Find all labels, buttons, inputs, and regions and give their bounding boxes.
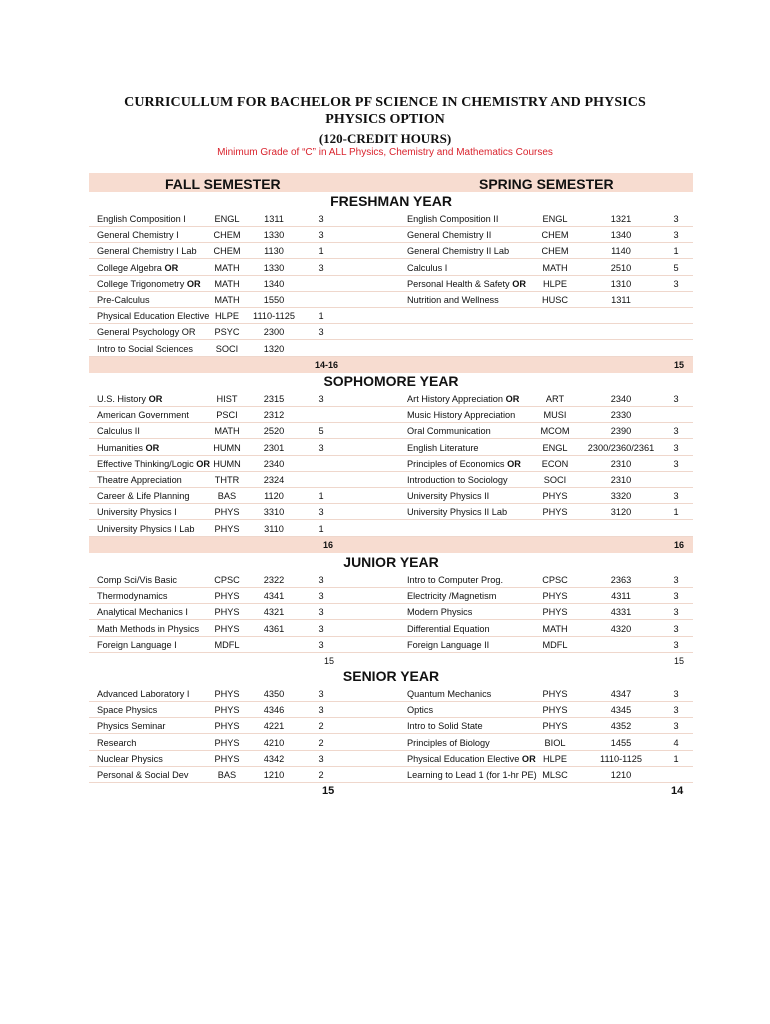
fall-course-name: Calculus II — [97, 426, 140, 437]
spring-course-dept: PHYS — [542, 607, 568, 618]
fall-credit-total-junior: 15 — [324, 656, 335, 666]
course-row — [89, 292, 693, 308]
fall-course-dept: MATH — [214, 295, 240, 305]
fall-course-name: University Physics I Lab — [97, 523, 195, 534]
fall-course-credits: 3 — [318, 623, 324, 634]
fall-course-dept: BAS — [217, 770, 237, 780]
fall-course-dept: PSCI — [216, 410, 238, 421]
spring-course-dept: SOCI — [543, 475, 567, 485]
spring-course-number: 2310 — [610, 475, 632, 485]
spring-course-credits: 1 — [673, 507, 679, 518]
fall-course-credits: 3 — [318, 753, 324, 764]
fall-course-credits: 3 — [318, 394, 324, 404]
course-row — [89, 686, 693, 702]
spring-course-number: 2390 — [610, 426, 632, 437]
fall-course-name: Analytical Mechanics I — [97, 607, 188, 618]
fall-course-name: Comp Sci/Vis Basic — [97, 575, 177, 585]
fall-course-number: 1110-1125 — [253, 311, 295, 322]
course-row — [89, 702, 693, 718]
totals-band-sophomore — [89, 537, 693, 553]
fall-course-name: General Psychology OR — [97, 327, 196, 338]
fall-course-dept: HLPE — [214, 311, 239, 322]
spring-course-dept: MDFL — [542, 639, 568, 650]
spring-course-number: 1311 — [611, 295, 631, 305]
or-marker: OR — [164, 262, 179, 273]
course-row — [89, 243, 693, 259]
fall-course-name: College Algebra OR — [97, 262, 179, 273]
fall-course-number: 2315 — [263, 394, 285, 404]
fall-course-number: 1311 — [264, 214, 284, 224]
spring-course-number: 1455 — [610, 737, 632, 748]
spring-course-dept: PHYS — [542, 507, 568, 518]
fall-course-dept: ENGL — [214, 214, 240, 224]
course-row — [89, 572, 693, 588]
course-row — [89, 735, 693, 751]
spring-course-number: 1321 — [610, 214, 632, 224]
spring-course-name: Principles of Economics OR — [407, 458, 521, 469]
fall-course-number: 2324 — [263, 475, 285, 485]
fall-course-number: 4321 — [263, 607, 285, 618]
fall-course-name: Nuclear Physics — [97, 753, 163, 764]
course-row — [89, 341, 693, 357]
fall-course-number: 4341 — [263, 591, 285, 602]
fall-course-number: 1130 — [264, 246, 284, 257]
totals-band-freshman — [89, 357, 693, 373]
fall-course-number: 1550 — [263, 295, 285, 305]
fall-course-dept: MATH — [214, 278, 240, 289]
fall-course-credits: 3 — [318, 689, 324, 699]
fall-course-number: 1330 — [263, 230, 285, 241]
spring-course-dept: BIOL — [544, 737, 566, 748]
spring-course-dept: MATH — [542, 262, 568, 273]
minimum-grade-note: Minimum Grade of “C” in ALL Physics, Chemistry and Mathematics Courses — [217, 147, 553, 158]
spring-course-name: Nutrition and Wellness — [407, 295, 499, 305]
fall-course-name: Foreign Language I — [97, 639, 177, 650]
spring-course-name: Music History Appreciation — [407, 410, 516, 421]
spring-course-number: 1340 — [610, 230, 632, 241]
spring-course-credits: 3 — [673, 705, 679, 716]
course-row — [89, 472, 693, 488]
fall-course-credits: 3 — [318, 639, 324, 650]
spring-course-name: Art History Appreciation OR — [407, 394, 520, 404]
fall-course-dept: PHYS — [214, 705, 240, 716]
course-row — [89, 391, 693, 407]
spring-course-dept: PHYS — [542, 705, 568, 716]
spring-course-number: 1140 — [611, 246, 631, 257]
fall-course-name: U.S. History OR — [97, 394, 163, 404]
spring-course-name: English Composition II — [407, 214, 499, 224]
spring-course-credits: 3 — [673, 721, 679, 732]
spring-course-number: 3120 — [610, 507, 632, 518]
spring-course-number: 1110-1125 — [600, 753, 642, 764]
fall-course-credits: 3 — [318, 442, 324, 453]
fall-course-dept: PHYS — [214, 623, 240, 634]
or-marker: OR — [145, 442, 160, 453]
spring-course-credits: 3 — [673, 623, 679, 634]
fall-course-name: Thermodynamics — [97, 591, 168, 602]
fall-course-dept: CHEM — [213, 230, 241, 241]
spring-course-credits: 3 — [673, 230, 679, 241]
fall-course-name: Space Physics — [97, 705, 158, 716]
spring-course-number: 4345 — [610, 705, 632, 716]
fall-course-number: 4361 — [263, 623, 285, 634]
fall-course-dept: PHYS — [214, 721, 240, 732]
fall-course-credits: 5 — [318, 426, 324, 437]
spring-course-number: 2510 — [610, 262, 632, 273]
spring-course-dept: MATH — [542, 623, 568, 634]
fall-course-dept: BAS — [217, 491, 237, 502]
spring-course-dept: ENGL — [542, 442, 568, 453]
fall-course-number: 2520 — [263, 426, 285, 437]
fall-credit-total-freshman: 14-16 — [315, 359, 339, 370]
fall-course-number: 1340 — [263, 278, 285, 289]
fall-course-dept: PHYS — [214, 737, 240, 748]
fall-course-name: Humanities OR — [97, 442, 160, 453]
fall-course-dept: HIST — [216, 394, 238, 404]
spring-course-dept: ART — [545, 394, 565, 404]
curriculum-table — [89, 173, 693, 800]
course-row — [89, 324, 693, 340]
fall-course-name: Effective Thinking/Logic OR — [97, 458, 211, 469]
spring-course-number: 4320 — [610, 623, 632, 634]
spring-course-name: Modern Physics — [407, 607, 473, 618]
fall-course-dept: CHEM — [213, 246, 241, 257]
spring-course-credits: 3 — [673, 394, 679, 404]
document-title: CURRICULLUM FOR BACHELOR PF SCIENCE IN CHEMISTRY AND PHYSICS — [124, 95, 646, 110]
fall-course-dept: HUMN — [213, 458, 241, 469]
fall-course-credits: 1 — [318, 246, 324, 257]
fall-course-name: Career & Life Planning — [97, 491, 190, 502]
spring-course-number: 4352 — [610, 721, 632, 732]
spring-semester-header: SPRING SEMESTER — [479, 176, 614, 192]
spring-course-credits: 3 — [673, 607, 679, 618]
spring-course-name: General Chemistry II — [407, 230, 492, 241]
fall-course-number: 2322 — [263, 575, 285, 585]
course-row — [89, 407, 693, 423]
fall-course-number: 1320 — [263, 343, 285, 354]
spring-course-name: Introduction to Sociology — [407, 475, 508, 485]
fall-course-name: University Physics I — [97, 507, 177, 518]
spring-course-dept: ENGL — [542, 214, 568, 224]
spring-course-name: University Physics II Lab — [407, 507, 508, 518]
fall-course-credits: 2 — [318, 770, 324, 780]
or-marker: OR — [507, 458, 521, 469]
spring-course-name: Physical Education Elective OR — [407, 753, 536, 764]
course-row — [89, 637, 693, 653]
fall-course-credits: 3 — [318, 230, 324, 241]
spring-course-name: English Literature — [407, 442, 479, 453]
fall-course-credits: 3 — [318, 262, 324, 273]
document-subtitle: PHYSICS OPTION — [325, 112, 445, 127]
fall-course-credits: 3 — [318, 214, 324, 224]
or-marker: OR — [186, 278, 201, 289]
spring-course-dept: MCOM — [540, 426, 570, 437]
fall-course-name: American Government — [97, 410, 189, 421]
fall-course-name: Intro to Social Sciences — [97, 343, 194, 354]
spring-course-number: 4331 — [610, 607, 632, 618]
spring-course-credits: 3 — [673, 491, 679, 502]
course-row — [89, 308, 693, 324]
spring-course-name: Electricity /Magnetism — [407, 591, 497, 602]
spring-course-number: 4347 — [610, 689, 632, 699]
spring-course-name: Learning to Lead 1 (for 1-hr PE) — [407, 770, 537, 780]
spring-credit-total-senior: 14 — [671, 785, 684, 798]
spring-course-dept: ECON — [541, 458, 569, 469]
or-marker: OR — [148, 394, 163, 404]
fall-course-dept: MATH — [214, 262, 240, 273]
spring-course-dept: PHYS — [542, 591, 568, 602]
fall-course-dept: PHYS — [214, 591, 240, 602]
year-heading-junior: JUNIOR YEAR — [343, 554, 439, 570]
or-marker: OR — [512, 278, 526, 289]
fall-course-credits: 3 — [318, 705, 324, 716]
fall-course-name: General Chemistry I — [97, 230, 179, 241]
fall-course-name: Physics Seminar — [97, 721, 166, 732]
fall-course-number: 2301 — [263, 442, 285, 453]
spring-course-name: Intro to Computer Prog. — [407, 575, 504, 585]
spring-credit-total-freshman: 15 — [674, 359, 685, 370]
spring-course-number: 2330 — [610, 410, 632, 421]
spring-course-number: 1210 — [610, 770, 632, 780]
fall-course-name: Research — [97, 737, 137, 748]
or-marker: OR — [196, 458, 211, 469]
fall-course-number: 1120 — [264, 491, 284, 502]
spring-course-dept: PHYS — [542, 689, 568, 699]
spring-course-name: Differential Equation — [407, 623, 490, 634]
or-marker: OR — [521, 753, 536, 764]
spring-course-name: Personal Health & Safety OR — [407, 278, 526, 289]
spring-credit-total-junior: 15 — [674, 656, 685, 666]
course-row — [89, 440, 693, 456]
spring-course-dept: HLPE — [542, 278, 567, 289]
credit-hours-label: (120-CREDIT HOURS) — [318, 131, 452, 146]
course-row — [89, 621, 693, 637]
spring-course-dept: HUSC — [541, 295, 569, 305]
fall-course-dept: THTR — [214, 475, 240, 485]
spring-course-credits: 3 — [673, 689, 679, 699]
fall-course-number: 4350 — [263, 689, 285, 699]
spring-course-number: 2363 — [610, 575, 632, 585]
fall-course-name: Advanced Laboratory I — [97, 689, 190, 699]
spring-course-dept: CHEM — [541, 246, 569, 257]
fall-course-dept: PHYS — [214, 607, 240, 618]
course-row — [89, 521, 693, 537]
course-row — [89, 604, 693, 620]
fall-course-name: Physical Education Elective — [97, 311, 210, 322]
fall-course-name: College Trigonometry OR — [97, 278, 201, 289]
year-heading-freshman: FRESHMAN YEAR — [330, 193, 452, 209]
course-row — [89, 423, 693, 439]
fall-course-dept: HUMN — [213, 442, 241, 453]
fall-course-dept: PHYS — [214, 507, 240, 518]
fall-course-credits: 3 — [318, 591, 324, 602]
fall-course-number: 1330 — [263, 262, 285, 273]
fall-course-dept: CPSC — [214, 575, 240, 585]
fall-course-dept: PHYS — [214, 753, 240, 764]
spring-course-dept: PHYS — [542, 491, 568, 502]
fall-course-credits: 1 — [318, 311, 324, 322]
spring-course-number: 2300/2360/2361 — [587, 442, 655, 453]
course-row — [89, 767, 693, 783]
spring-course-credits: 3 — [673, 278, 679, 289]
year-heading-sophomore: SOPHOMORE YEAR — [323, 373, 459, 389]
spring-course-name: Optics — [407, 705, 434, 716]
course-row — [89, 504, 693, 520]
spring-course-credits: 3 — [673, 458, 679, 469]
fall-course-dept: PSYC — [214, 327, 240, 338]
spring-course-name: Calculus I — [407, 262, 448, 273]
spring-course-name: Oral Communication — [407, 426, 491, 437]
course-row — [89, 276, 693, 292]
fall-course-dept: PHYS — [214, 523, 240, 534]
spring-course-number: 2340 — [610, 394, 632, 404]
fall-course-credits: 2 — [318, 737, 324, 748]
course-row — [89, 260, 693, 276]
fall-course-credits: 1 — [318, 523, 324, 534]
spring-course-number: 4311 — [611, 591, 631, 602]
fall-course-number: 4346 — [263, 705, 285, 716]
spring-course-credits: 3 — [673, 591, 679, 602]
spring-course-name: University Physics II — [407, 491, 490, 502]
fall-course-dept: MATH — [214, 426, 240, 437]
spring-course-credits: 4 — [673, 737, 679, 748]
spring-course-dept: MUSI — [543, 410, 567, 421]
spring-course-name: Foreign Language II — [407, 639, 490, 650]
course-row — [89, 588, 693, 604]
spring-course-name: General Chemistry II Lab — [407, 246, 510, 257]
spring-course-dept: CHEM — [541, 230, 569, 241]
fall-course-number: 3110 — [264, 523, 284, 534]
fall-course-number: 3310 — [263, 507, 285, 518]
fall-course-number: 4342 — [263, 753, 285, 764]
fall-course-name: Pre-Calculus — [97, 295, 150, 305]
spring-course-dept: HLPE — [542, 753, 567, 764]
course-row — [89, 227, 693, 243]
fall-course-credits: 3 — [318, 327, 324, 338]
fall-course-number: 4221 — [263, 721, 285, 732]
course-row — [89, 211, 693, 227]
fall-credit-total-sophomore: 16 — [323, 539, 334, 550]
spring-course-number: 2310 — [610, 458, 632, 469]
spring-course-credits: 3 — [673, 442, 679, 453]
year-heading-senior: SENIOR YEAR — [342, 668, 440, 684]
spring-course-credits: 3 — [673, 214, 679, 224]
spring-course-credits: 1 — [673, 753, 679, 764]
fall-course-number: 1210 — [263, 770, 285, 780]
spring-course-dept: MLSC — [542, 770, 568, 780]
fall-course-name: Theatre Appreciation — [97, 475, 182, 485]
fall-course-dept: SOCI — [215, 343, 239, 354]
fall-course-name: Personal & Social Dev — [97, 770, 189, 780]
fall-course-credits: 3 — [318, 575, 324, 585]
spring-course-credits: 3 — [673, 639, 679, 650]
fall-course-name: Math Methods in Physics — [97, 623, 200, 634]
spring-course-dept: CPSC — [542, 575, 568, 585]
spring-course-name: Principles of Biology — [407, 737, 490, 748]
fall-course-number: 2312 — [263, 410, 285, 421]
or-marker: OR — [505, 394, 520, 404]
fall-course-dept: MDFL — [214, 639, 240, 650]
fall-course-credits: 3 — [318, 507, 324, 518]
fall-course-credits: 1 — [318, 491, 324, 502]
spring-credit-total-sophomore: 16 — [674, 539, 685, 550]
spring-course-number: 1310 — [610, 278, 632, 289]
fall-course-credits: 2 — [318, 721, 324, 732]
spring-course-number: 3320 — [610, 491, 632, 502]
fall-course-dept: PHYS — [214, 689, 240, 699]
course-row — [89, 488, 693, 504]
spring-course-credits: 5 — [673, 262, 679, 273]
course-row — [89, 718, 693, 734]
fall-semester-header: FALL SEMESTER — [165, 176, 281, 192]
course-row — [89, 456, 693, 472]
fall-course-credits: 3 — [318, 607, 324, 618]
spring-course-name: Quantum Mechanics — [407, 689, 492, 699]
spring-course-credits: 1 — [673, 246, 679, 257]
fall-course-number: 4210 — [263, 737, 285, 748]
course-row — [89, 751, 693, 767]
spring-course-name: Intro to Solid State — [407, 721, 483, 732]
fall-course-number: 2300 — [263, 327, 285, 338]
fall-course-number: 2340 — [263, 458, 285, 469]
spring-course-credits: 3 — [673, 426, 679, 437]
spring-course-credits: 3 — [673, 575, 679, 585]
fall-course-name: General Chemistry I Lab — [97, 246, 197, 257]
fall-course-name: English Composition I — [97, 214, 186, 224]
fall-credit-total-senior: 15 — [322, 785, 335, 798]
spring-course-dept: PHYS — [542, 721, 568, 732]
